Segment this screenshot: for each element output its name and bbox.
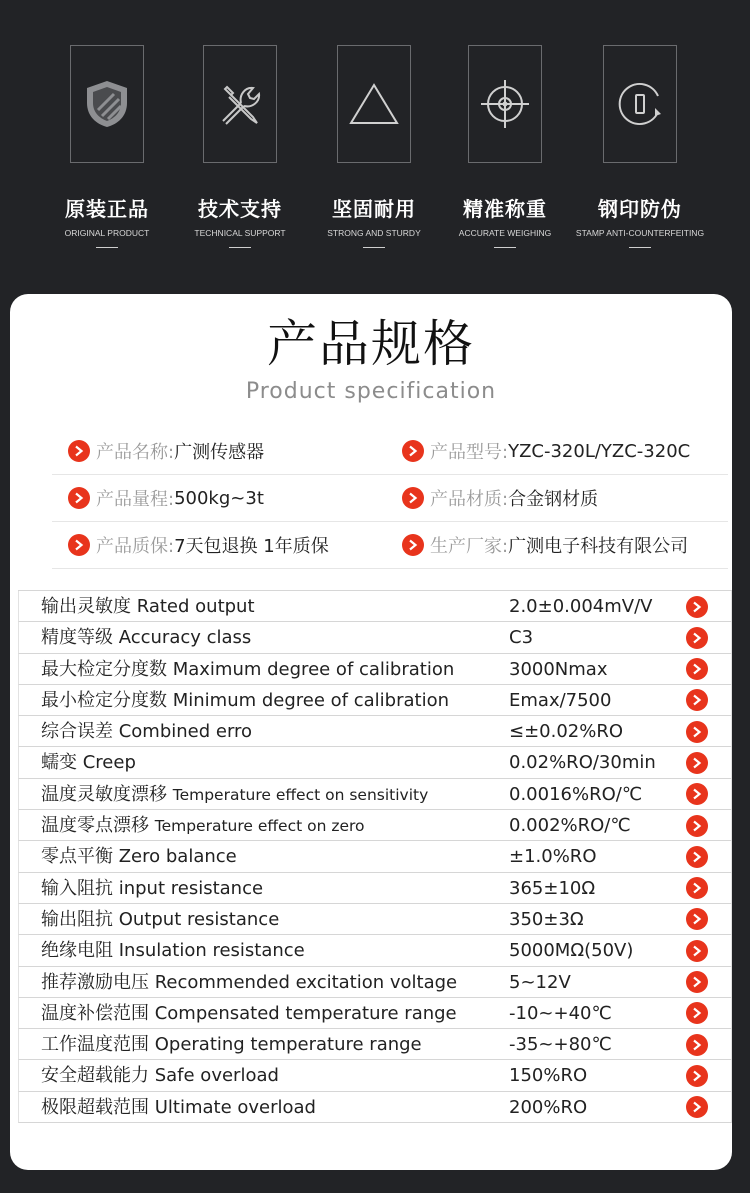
chevron-right-icon <box>686 1034 708 1056</box>
info-item <box>68 522 329 568</box>
spec-value: 200%RO <box>509 1096 588 1118</box>
feature-box <box>203 45 277 163</box>
spec-value: ≤±0.02%RO <box>509 721 624 743</box>
chevron-right-icon <box>686 877 708 899</box>
spec-value: 5000MΩ(50V) <box>509 940 634 962</box>
feature-subtitle: TECHNICAL SUPPORT <box>194 228 286 238</box>
feature-box <box>468 45 542 163</box>
spec-name: 蠕变 Creep <box>41 752 136 774</box>
table-row <box>18 841 732 872</box>
feature-title: 技术支持 <box>198 197 282 221</box>
chevron-right-icon <box>68 534 90 556</box>
spec-value: 0.02%RO/30min <box>509 752 656 774</box>
feature-subtitle: STAMP ANTI-COUNTERFEITING <box>575 228 705 238</box>
chevron-right-icon <box>686 721 708 743</box>
chevron-right-icon <box>686 1096 708 1118</box>
spec-value: -35~+80℃ <box>509 1034 612 1056</box>
divider <box>229 247 251 248</box>
chevron-right-icon <box>402 534 424 556</box>
table-row <box>18 967 732 998</box>
divider <box>629 247 651 248</box>
stamp-icon <box>614 78 666 130</box>
table-row <box>18 873 732 904</box>
info-item <box>68 428 264 474</box>
spec-value: 150%RO <box>509 1065 588 1087</box>
divider <box>494 247 516 248</box>
spec-name-cn: 温度灵敏度漂移 <box>41 783 173 805</box>
feature-box <box>70 45 144 163</box>
chevron-right-icon <box>402 487 424 509</box>
spec-value: 350±3Ω <box>509 908 584 930</box>
spec-name <box>41 779 428 810</box>
feature-original <box>42 45 172 248</box>
feature-subtitle: STRONG AND STURDY <box>327 228 421 238</box>
features-bar <box>0 0 750 290</box>
spec-value: 2.0±0.004mV/V <box>509 596 653 617</box>
spec-name: 温度补偿范围 Compensated temperature range <box>41 1002 457 1024</box>
info-label: 产品材质: <box>430 489 509 510</box>
info-label: 产品质保: <box>96 536 175 557</box>
table-row <box>18 1092 732 1123</box>
info-value: YZC-320L/YZC-320C <box>508 440 691 462</box>
spec-card <box>10 294 732 1170</box>
chevron-right-icon <box>686 940 708 962</box>
spec-name: 安全超载能力 Safe overload <box>41 1065 279 1087</box>
spec-value: 0.0016%RO/℃ <box>509 783 643 805</box>
table-row <box>18 591 732 622</box>
crosshair-icon <box>479 78 531 130</box>
table-row <box>18 654 732 685</box>
page-subtitle: Product specification <box>245 379 497 404</box>
feature-subtitle: ORIGINAL PRODUCT <box>64 228 150 238</box>
spec-name: 极限超载范围 Ultimate overload <box>41 1096 316 1118</box>
spec-table <box>18 590 732 1123</box>
chevron-right-icon <box>686 658 708 680</box>
feature-title: 精准称重 <box>463 197 547 221</box>
info-value: 广测电子科技有限公司 <box>508 536 689 557</box>
chevron-right-icon <box>686 815 708 837</box>
tools-icon <box>217 81 263 127</box>
divider <box>96 247 118 248</box>
info-item <box>402 475 598 521</box>
chevron-right-icon <box>686 783 708 805</box>
chevron-right-icon <box>686 596 708 618</box>
spec-name: 输出灵敏度 Rated output <box>41 596 255 617</box>
spec-name: 精度等级 Accuracy class <box>41 627 252 649</box>
feature-subtitle: ACCURATE WEIGHING <box>458 228 552 238</box>
chevron-right-icon <box>68 487 90 509</box>
page-title: 产品规格 <box>267 315 475 373</box>
feature-support <box>175 45 305 248</box>
spec-value: 5~12V <box>509 971 571 993</box>
info-value: 广测传感器 <box>174 442 265 463</box>
chevron-right-icon <box>68 440 90 462</box>
feature-title: 钢印防伪 <box>598 197 682 221</box>
triangle-icon <box>348 81 400 127</box>
spec-value: 365±10Ω <box>509 877 596 899</box>
chevron-right-icon <box>686 1065 708 1087</box>
table-row <box>18 716 732 747</box>
feature-title: 原装正品 <box>65 197 149 221</box>
feature-sturdy <box>309 45 439 248</box>
spec-value: Emax/7500 <box>509 689 612 711</box>
info-label: 产品名称: <box>96 442 175 463</box>
table-row <box>18 904 732 935</box>
table-row <box>18 747 732 778</box>
spec-name: 零点平衡 Zero balance <box>41 846 237 868</box>
feature-box <box>337 45 411 163</box>
info-value: 合金钢材质 <box>508 489 599 510</box>
spec-name: 绝缘电阻 Insulation resistance <box>41 940 305 962</box>
info-row <box>52 428 728 475</box>
feature-title: 坚固耐用 <box>332 197 416 221</box>
table-row <box>18 622 732 653</box>
spec-value: ±1.0%RO <box>509 846 597 868</box>
table-row <box>18 810 732 841</box>
chevron-right-icon <box>686 689 708 711</box>
spec-name: 最大检定分度数 Maximum degree of calibration <box>41 658 455 680</box>
table-row <box>18 1029 732 1060</box>
feature-box <box>603 45 677 163</box>
spec-name-en: Temperature effect on sensitivity <box>172 785 429 804</box>
divider <box>363 247 385 248</box>
spec-value: C3 <box>509 627 534 649</box>
spec-name <box>41 810 365 841</box>
chevron-right-icon <box>686 627 708 649</box>
chevron-right-icon <box>686 752 708 774</box>
info-item <box>402 522 688 568</box>
chevron-right-icon <box>686 1002 708 1024</box>
spec-value: -10~+40℃ <box>509 1002 612 1024</box>
spec-name: 综合误差 Combined erro <box>41 721 253 743</box>
spec-name: 输出阻抗 Output resistance <box>41 908 280 930</box>
info-item <box>402 428 690 474</box>
info-value: 500kg~3t <box>174 487 264 509</box>
spec-name: 输入阻抗 input resistance <box>41 877 264 899</box>
spec-value: 0.002%RO/℃ <box>509 815 631 837</box>
spec-name-en: Temperature effect on zero <box>154 817 365 836</box>
table-row <box>18 779 732 810</box>
chevron-right-icon <box>686 908 708 930</box>
spec-name: 工作温度范围 Operating temperature range <box>41 1034 422 1056</box>
feature-accurate <box>440 45 570 248</box>
spec-name: 最小检定分度数 Minimum degree of calibration <box>41 689 449 711</box>
spec-name-cn: 温度零点漂移 <box>41 815 155 837</box>
table-row <box>18 685 732 716</box>
info-label: 产品型号: <box>430 442 509 463</box>
feature-stamp <box>575 45 705 248</box>
info-value: 7天包退换 1年质保 <box>174 536 329 557</box>
table-row <box>18 998 732 1029</box>
table-row <box>18 1060 732 1091</box>
chevron-right-icon <box>686 846 708 868</box>
info-item <box>68 475 264 521</box>
chevron-right-icon <box>686 971 708 993</box>
info-label: 生产厂家: <box>430 536 509 557</box>
table-row <box>18 935 732 966</box>
info-row <box>52 475 728 522</box>
chevron-right-icon <box>402 440 424 462</box>
info-label: 产品量程: <box>96 489 175 510</box>
shield-icon <box>84 79 130 129</box>
spec-value: 3000Nmax <box>509 658 608 680</box>
spec-name: 推荐激励电压 Recommended excitation voltage <box>41 971 458 993</box>
info-row <box>52 522 728 569</box>
